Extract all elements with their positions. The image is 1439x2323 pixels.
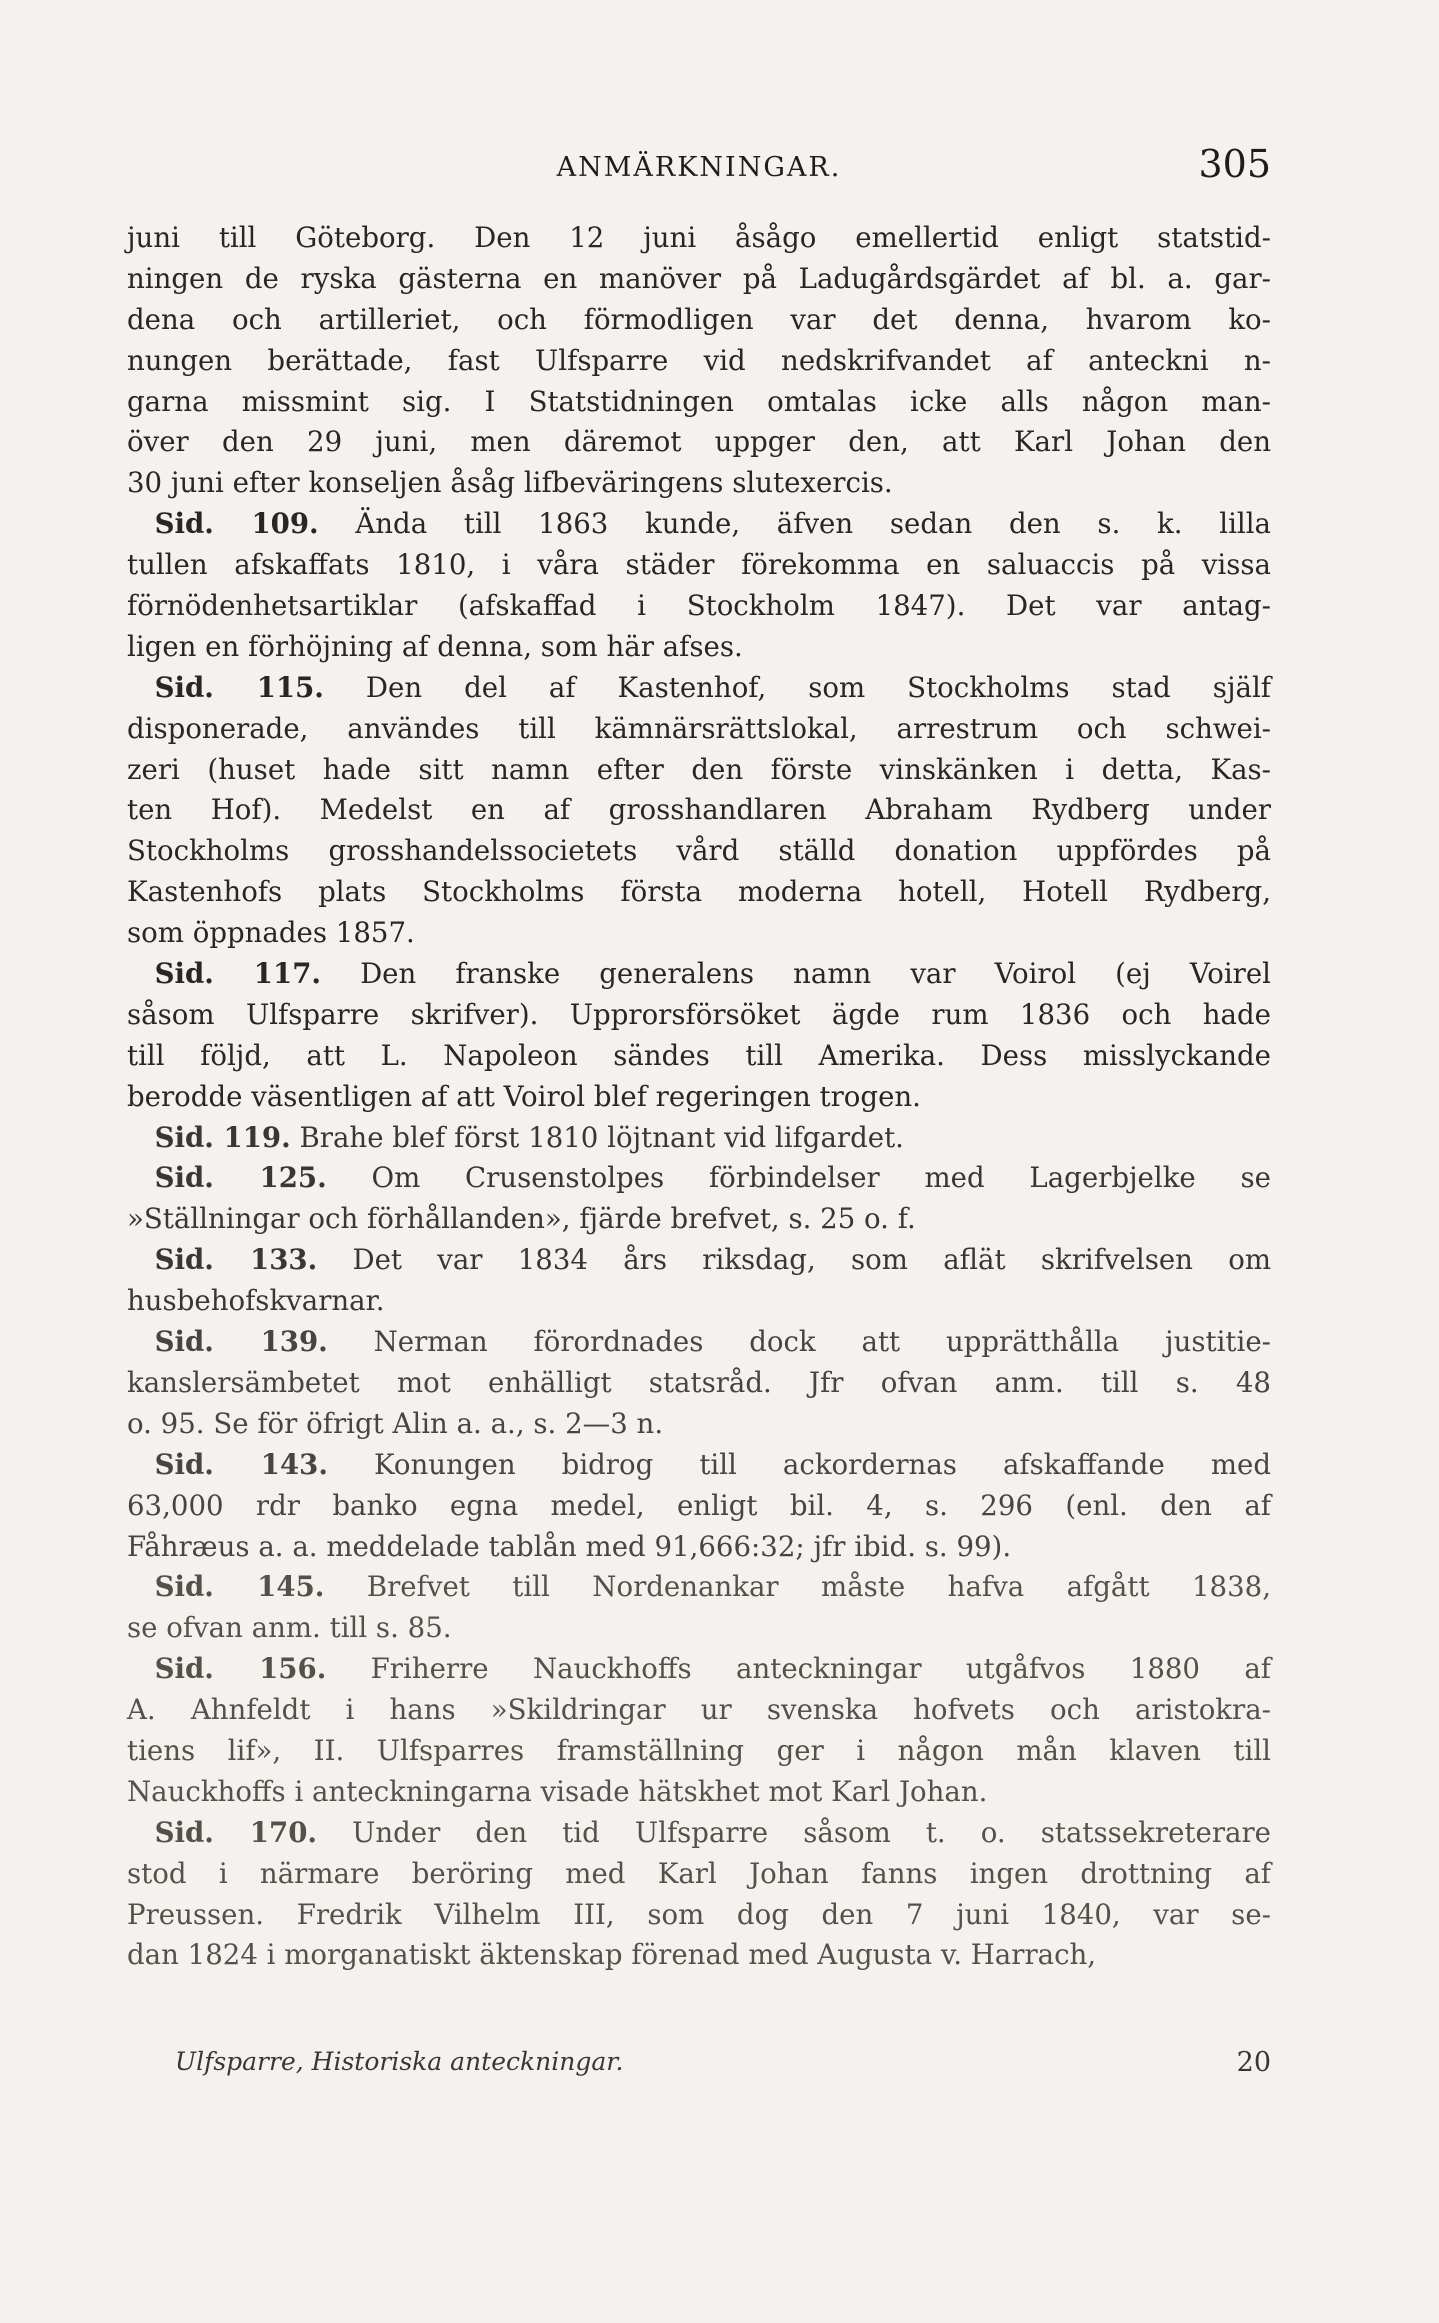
text-line [127,504,1271,545]
text-line [127,750,1271,791]
text-line [127,1486,1271,1527]
text-line [127,790,1271,831]
line-text: A. Ahnfeldt i hans »Skildringar ur svenska hofvets och aristokra- [127,1693,1271,1727]
line-text: Om Crusenstolpes förbindelser med Lagerbjelke se [371,1161,1272,1195]
line-text: till följd, att L. Napoleon sändes till Amerika. Dess misslyckande [127,1038,1271,1072]
text-line [127,1281,1271,1322]
line-text: ningen de ryska gästerna en manöver på Ladugårdsgärdet af bl. a. gar- [127,261,1271,295]
note-reference-label: Sid. 133. [154,1243,318,1277]
text-line [127,831,1271,872]
line-text: Brahe blef först 1810 löjtnant vid lifgardet. [299,1120,904,1154]
line-text: 30 juni efter konseljen åsåg lifbeväringens slutexercis. [127,466,893,500]
notes-body [127,218,1271,1976]
text-line [127,1158,1271,1199]
text-line [127,1077,1271,1118]
line-text: juni till Göteborg. Den 12 juni åsågo emellertid enligt statstid- [127,221,1271,254]
line-text: Ända till 1863 kunde, äfven sedan den s. k. lilla [355,507,1271,541]
text-line [127,300,1271,341]
text-line [127,1731,1271,1772]
line-text: Den del af Kastenhof, som Stockholms stad själf [365,670,1271,704]
text-line [127,1199,1271,1240]
note-reference-label: Sid. 145. [154,1570,325,1604]
line-text: nungen berättade, fast Ulfsparre vid nedskrifvandet af anteckni n- [127,343,1271,377]
line-text: tullen afskaffats 1810, i våra städer förekomma en saluaccis på vissa [127,548,1271,582]
text-line [127,1567,1271,1608]
text-line [127,1322,1271,1363]
page-header [127,142,1271,192]
line-text: som öppnades 1857. [127,916,415,950]
note-reference-label: Sid. 117. [154,957,321,991]
note-paragraph [127,668,1271,954]
text-line [127,545,1271,586]
note-paragraph [127,1445,1271,1568]
line-text: såsom Ulfsparre skrifver). Upprorsförsöket ägde rum 1836 och hade [127,997,1271,1031]
line-text: tiens lif», II. Ulfsparres framställning ger i någon mån klaven till [127,1733,1271,1767]
text-line [127,1854,1271,1895]
note-reference-label: Sid. 170. [154,1815,318,1849]
note-paragraph [127,1240,1271,1322]
text-line [127,1404,1271,1445]
line-text: Under den tid Ulfsparre såsom t. o. statssekreterare [352,1815,1271,1849]
text-line [127,1813,1271,1854]
note-paragraph [127,1649,1271,1813]
line-text: se ofvan anm. till s. 85. [127,1611,452,1645]
line-text: dena och artilleriet, och förmodligen var det denna, hvarom ko- [127,302,1271,336]
text-line [127,913,1271,954]
line-text: Stockholms grosshandelssocietets vård ställd donation uppfördes på [127,834,1271,868]
line-text: »Ställningar och förhållanden», fjärde brefvet, s. 25 o. f. [127,1202,916,1236]
note-paragraph [127,504,1271,668]
note-reference-label: Sid. 125. [154,1161,327,1195]
text-line [127,1895,1271,1936]
footer-book-title: Ulfsparre, Historiska anteckningar. [175,2047,624,2076]
line-text: Den franske generalens namn var Voirol (ej Voirel [360,957,1271,991]
line-text: ten Hof). Medelst en af grosshandlaren Abraham Rydberg under [127,793,1271,827]
line-text: berodde väsentligen af att Voirol blef regeringen trogen. [127,1079,921,1113]
text-line [127,627,1271,668]
text-line [127,382,1271,423]
text-line [127,218,1271,259]
footer-signature: 20 [1236,2047,1271,2078]
line-text: Fåhræus a. a. meddelade tablån med 91,666:32; jfr ibid. s. 99). [127,1529,1012,1563]
line-text: Konungen bidrog till ackordernas afskaffande med [374,1447,1271,1481]
line-text: garna missmint sig. I Statstidningen omtalas icke alls någon man- [127,384,1271,418]
text-line [127,586,1271,627]
line-text: zeri (huset hade sitt namn efter den förste vinskänken i detta, Kas- [127,752,1271,786]
line-text: kanslersämbetet mot enhälligt statsråd. Jfr ofvan anm. till s. 48 [127,1365,1271,1399]
note-paragraph [127,218,1271,504]
note-reference-label: Sid. 139. [154,1325,328,1359]
line-text: husbehofskvarnar. [127,1284,385,1318]
line-text: ligen en förhöjning af denna, som här afses. [127,629,743,663]
line-text: över den 29 juni, men däremot uppger den, att Karl Johan den [127,425,1271,459]
line-text: disponerade, användes till kämnärsrättslokal, arrestrum och schwei- [127,711,1271,745]
line-text: dan 1824 i morganatiskt äktenskap förenad med Augusta v. Harrach, [127,1938,1097,1972]
line-text: Det var 1834 års riksdag, som aflät skrifvelsen om [352,1243,1271,1277]
note-paragraph [127,954,1271,1118]
line-text: förnödenhetsartiklar (afskaffad i Stockholm 1847). Det var antag- [127,589,1271,623]
text-line [127,1240,1271,1281]
line-text: stod i närmare beröring med Karl Johan fanns ingen drottning af [127,1856,1271,1890]
page-number: 305 [1198,142,1271,186]
text-line [127,954,1271,995]
text-line [127,259,1271,300]
line-text: Nerman förordnades dock att upprätthålla justitie- [373,1325,1271,1359]
line-text: Preussen. Fredrik Vilhelm III, som dog den 7 juni 1840, var se- [127,1897,1271,1931]
line-text: 63,000 rdr banko egna medel, enligt bil. 4, s. 296 (enl. den af [127,1488,1271,1522]
note-paragraph [127,1158,1271,1240]
note-paragraph [127,1322,1271,1445]
page-footer [127,2047,1271,2087]
text-line [127,1527,1271,1568]
text-line [127,1118,1271,1159]
text-line [127,1649,1271,1690]
line-text: Nauckhoffs i anteckningarna visade hätskhet mot Karl Johan. [127,1774,988,1808]
note-paragraph [127,1118,1271,1159]
line-text: o. 95. Se för öfrigt Alin a. a., s. 2—3 n. [127,1406,664,1440]
text-line [127,668,1271,709]
note-reference-label: Sid. 109. [154,507,319,541]
running-head: ANMÄRKNINGAR. [556,152,842,183]
line-text: Friherre Nauckhoffs anteckningar utgåfvos 1880 af [370,1652,1271,1686]
text-line [127,1445,1271,1486]
text-line [127,341,1271,382]
text-line [127,1036,1271,1077]
text-line [127,1363,1271,1404]
text-line [127,1608,1271,1649]
note-paragraph [127,1813,1271,1977]
note-reference-label: Sid. 115. [154,670,324,704]
note-reference-label: Sid. 156. [154,1652,327,1686]
text-line [127,1935,1271,1976]
line-text: Brefvet till Nordenankar måste hafva afgått 1838, [366,1570,1271,1604]
text-line [127,1772,1271,1813]
note-paragraph [127,1567,1271,1649]
text-line [127,1690,1271,1731]
text-line [127,709,1271,750]
note-reference-label: Sid. 119. [154,1120,291,1154]
text-line [127,995,1271,1036]
text-line [127,422,1271,463]
line-text: Kastenhofs plats Stockholms första moderna hotell, Hotell Rydberg, [127,875,1271,909]
text-line [127,872,1271,913]
note-reference-label: Sid. 143. [154,1447,328,1481]
text-line [127,463,1271,504]
